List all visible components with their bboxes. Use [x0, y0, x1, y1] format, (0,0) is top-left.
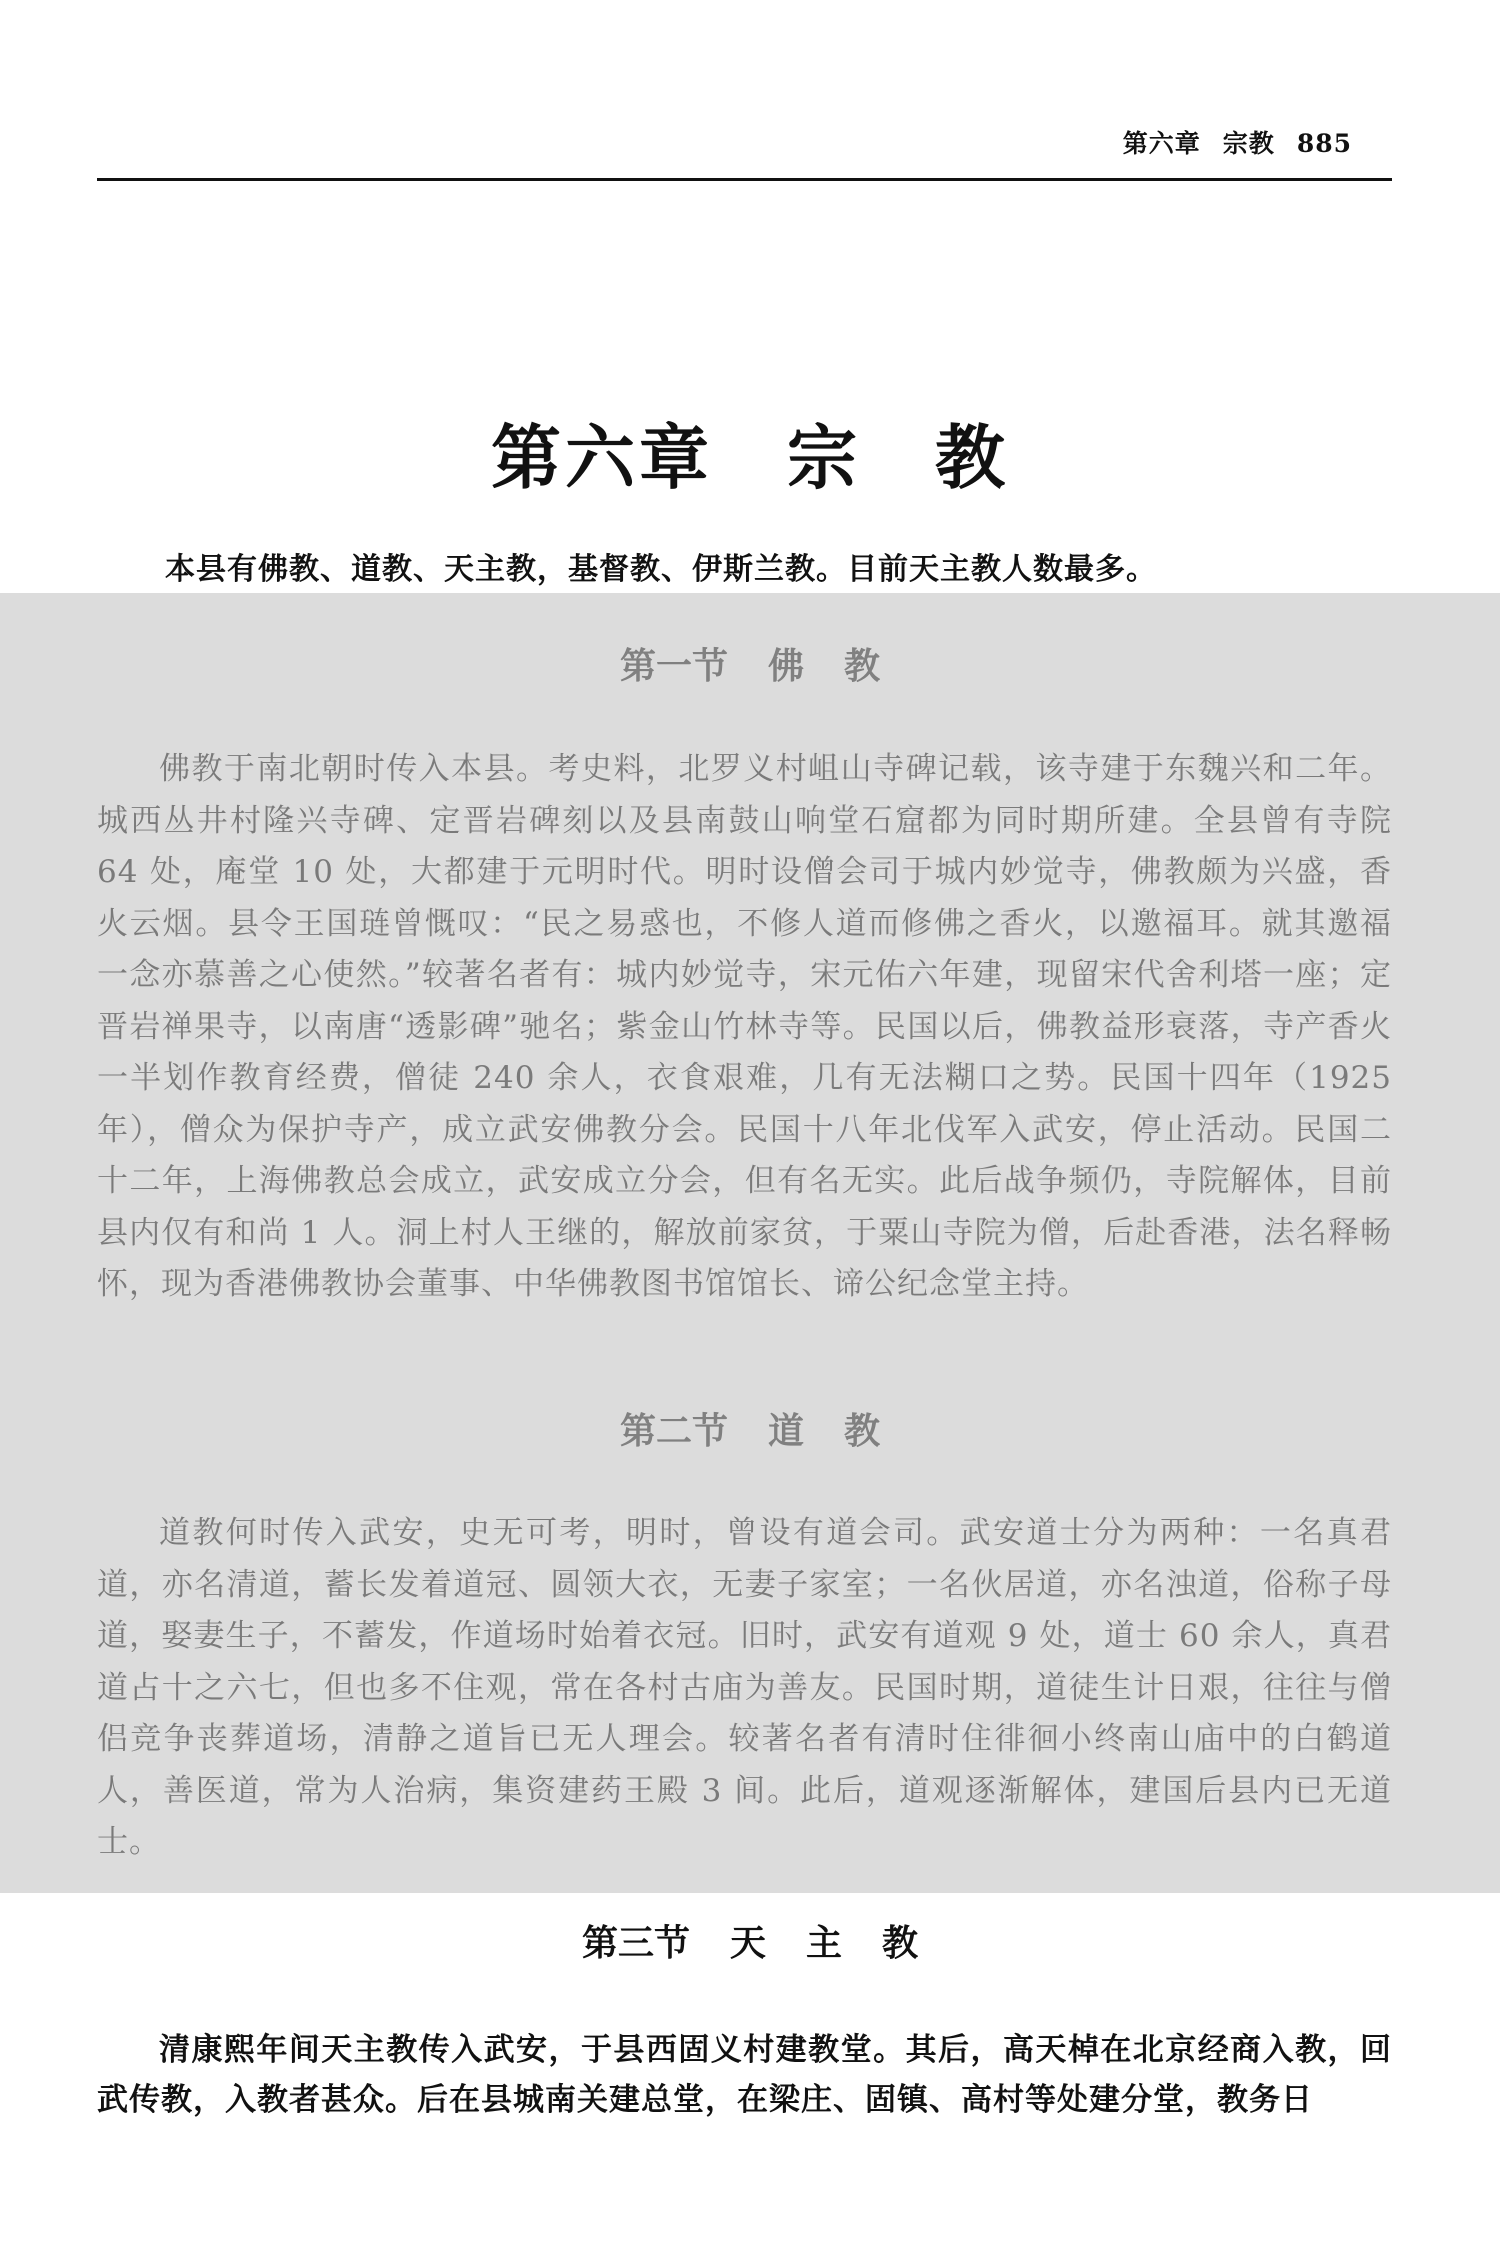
section-body-taoism: 道教何时传入武安，史无可考，明时，曾设有道会司。武安道士分为两种：一名真君道，亦名清道，蓄长发着道冠、圆领大衣，无妻子家室；一名伙居道，亦名浊道，俗称子母道，娶妻生子，不蓄发，作道场时始着衣冠。旧时，武安有道观 9 处，道士 60 余人，真君道占十之六七，但也多不住观，常在各村古庙为善友。民国时期，道徒生计日艰，往往与僧侣竞争丧葬道场，清静之道旨已无人理会。较著名者有清时住徘徊小终南山庙中的白鹤道人，善医道，常为人治病，集资建药王殿 3 间。此后，道观逐渐解体，建国后县内已无道士。: [97, 1515, 1392, 1860]
running-header: [97, 118, 1392, 181]
section-heading-taoism: 第二节 道 教: [619, 1410, 881, 1452]
chapter-title: 第六章 宗 教: [491, 416, 1009, 499]
page-number: 885: [1296, 129, 1352, 158]
running-header-text: [1101, 124, 1352, 160]
intro-paragraph: 本县有佛教、道教、天主教，基督教、伊斯兰教。目前天主教人数最多。: [165, 552, 1157, 587]
section-body-catholicism: 清康熙年间天主教传入武安，于县西固义村建教堂。其后，高天棹在北京经商入教，回武传教，入教者甚众。后在县城南关建总堂，在梁庄、固镇、高村等处建分堂，教务日: [97, 2032, 1392, 2118]
section-body-buddhism: 佛教于南北朝时传入本县。考史料，北罗义村岨山寺碑记载，该寺建于东魏兴和二年。城西丛井村隆兴寺碑、定晋岩碑刻以及县南鼓山响堂石窟都为同时期所建。全县曾有寺院 64 处，庵堂 10 处，大都建于元明时代。明时设僧会司于城内妙觉寺，佛教颇为兴盛，香火云烟。县令王国琏曾慨叹：“民之易惑也，不修人道而修佛之香火，以邀福耳。就其邀福一念亦慕善之心使然。”较著名者有：城内妙觉寺，宋元佑六年建，现留宋代舍利塔一座；定晋岩禅果寺，以南唐“透影碑”驰名；紫金山竹林寺等。民国以后，佛教益形衰落，寺产香火一半划作教育经费，僧徒 240 余人，衣食艰难，几有无法糊口之势。民国十四年（1925 年），僧众为保护寺产，成立武安佛教分会。民国十八年北伐军入武安，停止活动。民国二十二年，上海佛教总会成立，武安成立分会，但有名无实。此后战争频仍，寺院解体，目前县内仅有和尚 1 人。洞上村人王继的，解放前家贫，于粟山寺院为僧，后赴香港，法名释畅怀，现为香港佛教协会董事、中华佛教图书馆馆长、谛公纪念堂主持。: [97, 751, 1392, 1302]
section-heading-buddhism: 第一节 佛 教: [619, 645, 881, 687]
header-chapter: 第六章: [1122, 129, 1201, 158]
section-heading-catholicism: 第三节 天 主 教: [581, 1922, 919, 1964]
header-subject: 宗教: [1222, 129, 1275, 158]
